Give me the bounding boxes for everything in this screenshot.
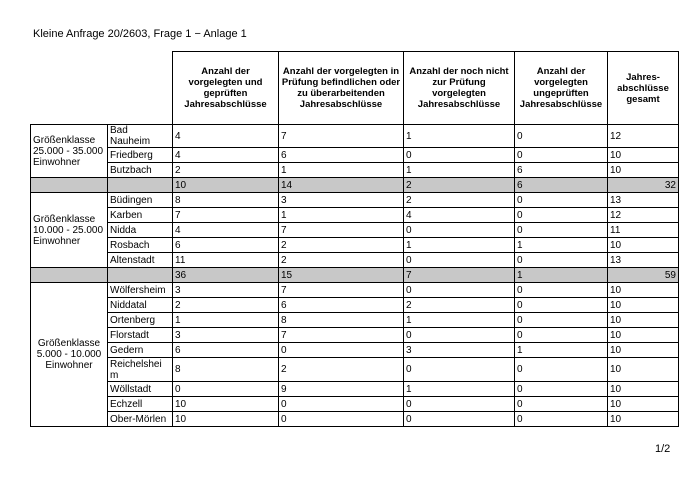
sum-cell: 36	[173, 268, 279, 283]
value-cell: 7	[279, 283, 404, 298]
value-cell: 0	[515, 298, 608, 313]
table-row	[31, 343, 679, 358]
sum-cell: 15	[279, 268, 404, 283]
value-cell: 8	[173, 193, 279, 208]
value-cell: 0	[515, 358, 608, 382]
table-row	[31, 412, 679, 427]
value-cell: 6	[515, 163, 608, 178]
header-cell: Anzahl der vorgelegten ungeprüften Jahresabschlüsse	[515, 52, 608, 125]
table-row	[31, 238, 679, 253]
municipality-name: Reichelsheim	[108, 358, 173, 382]
sum-total-cell: 32	[608, 178, 679, 193]
page-number: 1/2	[655, 443, 671, 455]
value-cell: 1	[279, 163, 404, 178]
municipality-name: Butzbach	[108, 163, 173, 178]
value-cell: 0	[279, 343, 404, 358]
municipality-name: Ober-Mörlen	[108, 412, 173, 427]
sum-row	[31, 178, 679, 193]
sum-blank	[108, 178, 173, 193]
table-row	[31, 163, 679, 178]
value-cell: 6	[173, 343, 279, 358]
value-cell: 6	[279, 298, 404, 313]
value-cell: 0	[173, 382, 279, 397]
value-cell: 0	[404, 148, 515, 163]
value-cell: 1	[404, 163, 515, 178]
sum-total-cell: 59	[608, 268, 679, 283]
table-row	[31, 397, 679, 412]
table-row	[31, 283, 679, 298]
value-cell: 4	[173, 223, 279, 238]
table-row	[31, 193, 679, 208]
value-cell: 1	[404, 125, 515, 148]
value-cell: 1	[515, 343, 608, 358]
value-cell: 0	[515, 397, 608, 412]
value-cell: 2	[279, 253, 404, 268]
sum-blank	[31, 178, 108, 193]
value-cell: 2	[279, 238, 404, 253]
value-cell: 0	[515, 148, 608, 163]
total-cell: 13	[608, 193, 679, 208]
total-cell: 10	[608, 148, 679, 163]
value-cell: 0	[404, 328, 515, 343]
value-cell: 0	[404, 223, 515, 238]
total-cell: 10	[608, 313, 679, 328]
value-cell: 0	[404, 397, 515, 412]
value-cell: 1	[404, 313, 515, 328]
value-cell: 0	[279, 397, 404, 412]
value-cell: 7	[279, 125, 404, 148]
header-cell: Anzahl der vorgelegten und geprüften Jahresabschlüsse	[173, 52, 279, 125]
value-cell: 0	[515, 313, 608, 328]
header-row	[31, 52, 679, 125]
value-cell: 9	[279, 382, 404, 397]
total-cell: 12	[608, 125, 679, 148]
value-cell: 3	[173, 283, 279, 298]
value-cell: 1	[515, 238, 608, 253]
total-cell: 10	[608, 397, 679, 412]
municipality-name: Bad Nauheim	[108, 125, 173, 148]
municipality-name: Wölfersheim	[108, 283, 173, 298]
value-cell: 0	[404, 283, 515, 298]
annual-statements-table	[30, 51, 679, 427]
municipality-name: Karben	[108, 208, 173, 223]
group-label: Größenklasse 25.000 - 35.000 Einwohner	[31, 125, 108, 178]
total-cell: 10	[608, 163, 679, 178]
value-cell: 2	[173, 298, 279, 313]
total-cell: 10	[608, 298, 679, 313]
value-cell: 7	[279, 328, 404, 343]
value-cell: 10	[173, 412, 279, 427]
value-cell: 0	[515, 412, 608, 427]
group-label: Größenklasse 5.000 - 10.000 Einwohner	[31, 283, 108, 427]
sum-cell: 14	[279, 178, 404, 193]
sum-row	[31, 268, 679, 283]
total-cell: 10	[608, 358, 679, 382]
value-cell: 0	[515, 193, 608, 208]
header-cell: Anzahl der noch nicht zur Prüfung vorgelegten Jahresabschlüsse	[404, 52, 515, 125]
value-cell: 0	[404, 253, 515, 268]
sum-blank	[108, 268, 173, 283]
municipality-name: Echzell	[108, 397, 173, 412]
value-cell: 4	[173, 148, 279, 163]
table-row	[31, 382, 679, 397]
value-cell: 3	[173, 328, 279, 343]
total-cell: 12	[608, 208, 679, 223]
total-cell: 10	[608, 412, 679, 427]
total-cell: 10	[608, 343, 679, 358]
total-cell: 10	[608, 382, 679, 397]
total-cell: 10	[608, 283, 679, 298]
municipality-name: Friedberg	[108, 148, 173, 163]
value-cell: 0	[279, 412, 404, 427]
value-cell: 3	[279, 193, 404, 208]
sum-cell: 7	[404, 268, 515, 283]
value-cell: 0	[515, 253, 608, 268]
value-cell: 8	[173, 358, 279, 382]
value-cell: 8	[279, 313, 404, 328]
value-cell: 7	[173, 208, 279, 223]
value-cell: 1	[173, 313, 279, 328]
value-cell: 4	[173, 125, 279, 148]
total-cell: 10	[608, 238, 679, 253]
total-cell: 13	[608, 253, 679, 268]
table-row	[31, 223, 679, 238]
sum-cell: 10	[173, 178, 279, 193]
value-cell: 0	[515, 328, 608, 343]
header-cell: Anzahl der vorgelegten in Prüfung befindlichen oder zu überarbeitenden Jahresabschlüsse	[279, 52, 404, 125]
municipality-name: Wöllstadt	[108, 382, 173, 397]
municipality-name: Rosbach	[108, 238, 173, 253]
value-cell: 6	[173, 238, 279, 253]
value-cell: 4	[404, 208, 515, 223]
value-cell: 2	[279, 358, 404, 382]
sum-cell: 6	[515, 178, 608, 193]
value-cell: 0	[515, 382, 608, 397]
municipality-name: Ortenberg	[108, 313, 173, 328]
table-row	[31, 328, 679, 343]
municipality-name: Florstadt	[108, 328, 173, 343]
total-cell: 11	[608, 223, 679, 238]
sum-cell: 2	[404, 178, 515, 193]
value-cell: 11	[173, 253, 279, 268]
value-cell: 0	[515, 223, 608, 238]
sum-cell: 1	[515, 268, 608, 283]
value-cell: 0	[515, 125, 608, 148]
sum-blank	[31, 268, 108, 283]
value-cell: 0	[404, 412, 515, 427]
value-cell: 0	[515, 283, 608, 298]
municipality-name: Altenstadt	[108, 253, 173, 268]
table-row	[31, 253, 679, 268]
document-title: Kleine Anfrage 20/2603, Frage 1 − Anlage 1	[33, 28, 247, 40]
municipality-name: Niddatal	[108, 298, 173, 313]
value-cell: 2	[404, 298, 515, 313]
value-cell: 0	[515, 208, 608, 223]
total-cell: 10	[608, 328, 679, 343]
value-cell: 2	[173, 163, 279, 178]
value-cell: 1	[404, 238, 515, 253]
table-row	[31, 208, 679, 223]
value-cell: 0	[404, 358, 515, 382]
header-blank	[108, 52, 173, 125]
value-cell: 6	[279, 148, 404, 163]
value-cell: 2	[404, 193, 515, 208]
table-row	[31, 125, 679, 148]
municipality-name: Gedern	[108, 343, 173, 358]
municipality-name: Büdingen	[108, 193, 173, 208]
value-cell: 10	[173, 397, 279, 412]
group-label: Größenklasse 10.000 - 25.000 Einwohner	[31, 193, 108, 268]
value-cell: 1	[279, 208, 404, 223]
value-cell: 3	[404, 343, 515, 358]
municipality-name: Nidda	[108, 223, 173, 238]
table-row	[31, 148, 679, 163]
header-cell: Jahres-abschlüsse gesamt	[608, 52, 679, 125]
table-row	[31, 298, 679, 313]
header-blank	[31, 52, 108, 125]
value-cell: 1	[404, 382, 515, 397]
value-cell: 7	[279, 223, 404, 238]
table-row	[31, 358, 679, 382]
table-row	[31, 313, 679, 328]
